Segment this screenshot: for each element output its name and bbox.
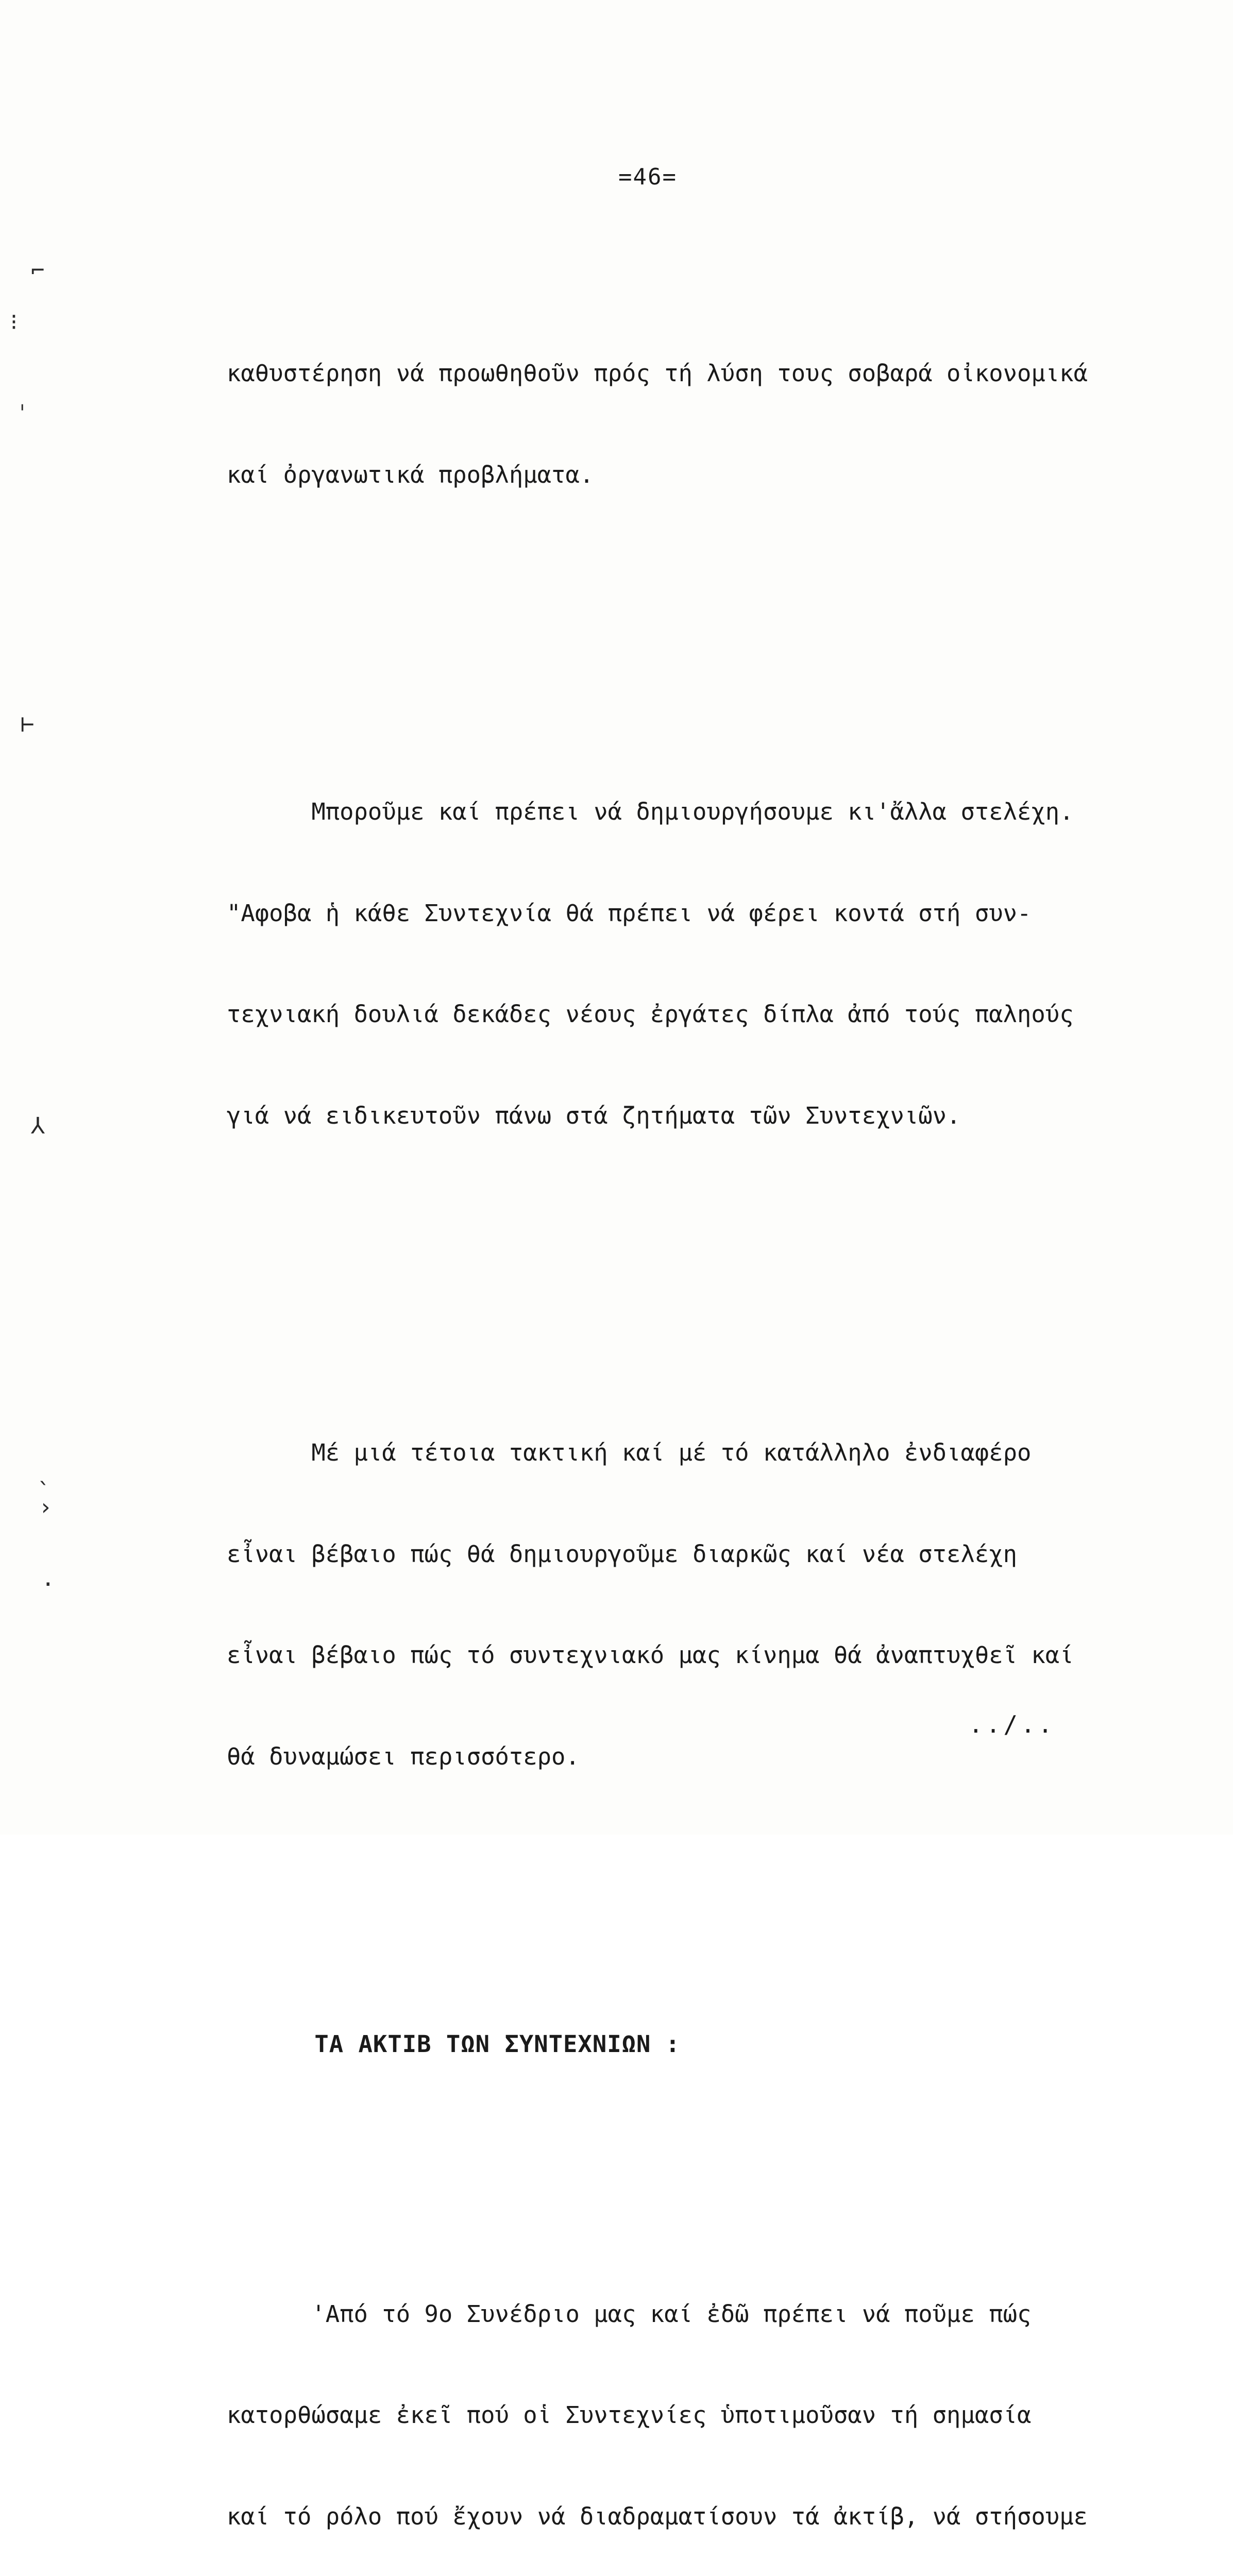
margin-mark: ⊢ <box>21 711 35 737</box>
text-line: καθυστέρηση νά προωθηθοῦν πρός τή λύση τους σοβαρά οἰκονομικά <box>227 357 1206 391</box>
document-body <box>227 222 1206 2576</box>
paragraph <box>227 289 1206 559</box>
margin-mark: ˌ <box>15 386 29 413</box>
text-line: Μποροῦμε καί πρέπει νά δημιουργήσουμε κι'ἄλλα στελέχη. <box>227 795 1206 829</box>
page-number: =46= <box>618 164 677 190</box>
continuation-mark: ../.. <box>969 1710 1055 1738</box>
margin-mark: ⅄ <box>31 1113 45 1139</box>
margin-mark: ⌐ <box>31 258 45 284</box>
text-line: καί τό ρόλο πού ἔχουν νά διαδραματίσουν τά ἀκτίβ, νά στήσουμε <box>227 2500 1206 2534</box>
text-line: τεχνιακή δουλιά δεκάδες νέους ἐργάτες δίπλα ἀπό τούς παληούς <box>227 997 1206 1031</box>
paragraph <box>227 2230 1206 2576</box>
text-line: εἶναι βέβαιο πώς θά δημιουργοῦμε διαρκῶς καί νέα στελέχη <box>227 1537 1206 1571</box>
text-line: καί ὀργανωτικά προβλήματα. <box>227 458 1206 492</box>
text-line: Μέ μιά τέτοια τακτική καί μέ τό κατάλληλο ἐνδιαφέρο <box>227 1436 1206 1470</box>
margin-mark: ⁝ <box>10 309 18 335</box>
text-line: 'Από τό 9ο Συνέδριο μας καί ἐδῶ πρέπει νά ποῦμε πώς <box>227 2297 1206 2331</box>
margin-mark: · <box>41 1571 55 1598</box>
section-heading: ΤΑ ΑΚΤΙΒ ΤΩΝ ΣΥΝΤΕΧΝΙΩΝ : <box>227 2027 1206 2061</box>
text-line: γιά νά ειδικευτοῦν πάνω στά ζητήματα τῶν Συντεχνιῶν. <box>227 1099 1206 1133</box>
text-line: κατορθώσαμε ἐκεῖ πού οἱ Συντεχνίες ὑποτιμοῦσαν τή σημασία <box>227 2398 1206 2432</box>
margin-mark: › <box>39 1494 53 1520</box>
text-line: "Αφοβα ἡ κάθε Συντεχνία θά πρέπει νά φέρει κοντά στή συν- <box>227 896 1206 930</box>
paragraph <box>227 1368 1206 1841</box>
paragraph <box>227 727 1206 1200</box>
margin-mark: ˎ <box>36 1458 50 1484</box>
text-line: θά δυναμώσει περισσότερο. <box>227 1740 1206 1774</box>
text-line: εἶναι βέβαιο πώς τό συντεχνιακό μας κίνημα θά ἀναπτυχθεῖ καί <box>227 1638 1206 1672</box>
